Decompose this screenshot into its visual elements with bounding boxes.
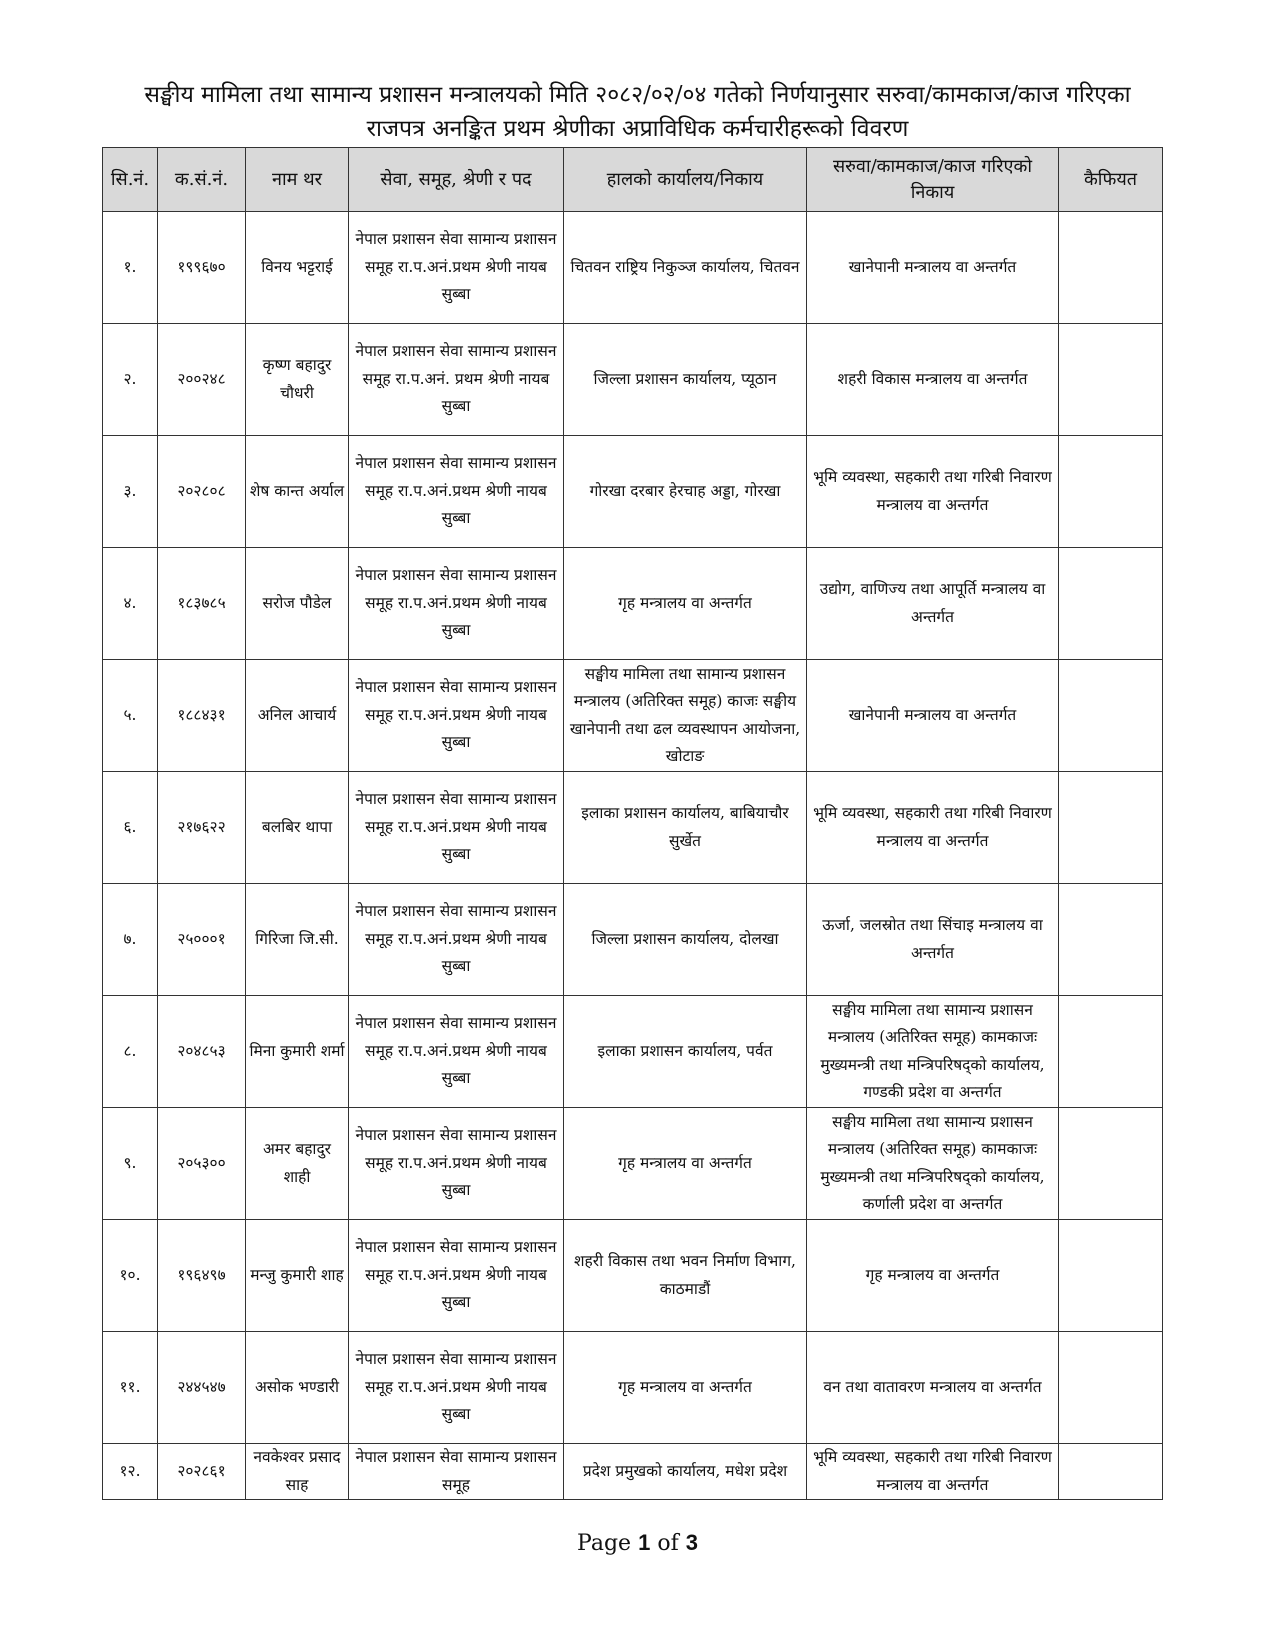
cell-ksn: २५०००१ <box>158 884 246 996</box>
cell-ksn: १९९६७० <box>158 212 246 324</box>
cell-transfer-office: वन तथा वातावरण मन्त्रालय वा अन्तर्गत <box>807 1332 1059 1444</box>
cell-service: नेपाल प्रशासन सेवा सामान्य प्रशासन समूह रा.प.अनं.प्रथम श्रेणी नायब सुब्बा <box>349 884 564 996</box>
header-transfer-office: सरुवा/कामकाज/काज गरिएको निकाय <box>807 148 1059 212</box>
cell-ksn: २१७६२२ <box>158 772 246 884</box>
cell-service: नेपाल प्रशासन सेवा सामान्य प्रशासन समूह रा.प.अनं.प्रथम श्रेणी नायब सुब्बा <box>349 772 564 884</box>
cell-service: नेपाल प्रशासन सेवा सामान्य प्रशासन समूह रा.प.अनं.प्रथम श्रेणी नायब सुब्बा <box>349 548 564 660</box>
cell-sn: ३. <box>103 436 158 548</box>
cell-transfer-office: गृह मन्त्रालय वा अन्तर्गत <box>807 1220 1059 1332</box>
cell-sn: १२. <box>103 1444 158 1500</box>
transfer-table <box>102 147 1163 1500</box>
cell-current-office: गृह मन्त्रालय वा अन्तर्गत <box>564 1108 807 1220</box>
cell-service: नेपाल प्रशासन सेवा सामान्य प्रशासन समूह रा.प.अनं.प्रथम श्रेणी नायब सुब्बा <box>349 1108 564 1220</box>
header-name: नाम थर <box>246 148 349 212</box>
cell-remarks <box>1059 1108 1163 1220</box>
cell-transfer-office: सङ्घीय मामिला तथा सामान्य प्रशासन मन्त्रालय (अतिरिक्त समूह) कामकाजः मुख्यमन्त्री तथा मन्त्रिपरिषद्को कार्यालय, गण्डकी प्रदेश वा अन्तर्गत <box>807 996 1059 1108</box>
cell-current-office: चितवन राष्ट्रिय निकुञ्ज कार्यालय, चितवन <box>564 212 807 324</box>
header-row <box>103 148 1163 212</box>
table-row <box>103 660 1163 772</box>
cell-service: नेपाल प्रशासन सेवा सामान्य प्रशासन समूह रा.प.अनं.प्रथम श्रेणी नायब सुब्बा <box>349 660 564 772</box>
cell-remarks <box>1059 1332 1163 1444</box>
cell-remarks <box>1059 1444 1163 1500</box>
cell-ksn: २०२८०८ <box>158 436 246 548</box>
cell-remarks <box>1059 324 1163 436</box>
cell-transfer-office: खानेपानी मन्त्रालय वा अन्तर्गत <box>807 660 1059 772</box>
cell-sn: ५. <box>103 660 158 772</box>
header-sn: सि.नं. <box>103 148 158 212</box>
cell-sn: १०. <box>103 1220 158 1332</box>
cell-remarks <box>1059 772 1163 884</box>
cell-remarks <box>1059 1220 1163 1332</box>
cell-name: नवकेश्वर प्रसाद साह <box>246 1444 349 1500</box>
table-row <box>103 1332 1163 1444</box>
cell-transfer-office: भूमि व्यवस्था, सहकारी तथा गरिबी निवारण मन्त्रालय वा अन्तर्गत <box>807 436 1059 548</box>
table-row <box>103 884 1163 996</box>
cell-transfer-office: खानेपानी मन्त्रालय वा अन्तर्गत <box>807 212 1059 324</box>
cell-sn: ९. <box>103 1108 158 1220</box>
cell-ksn: १९६४९७ <box>158 1220 246 1332</box>
cell-sn: ४. <box>103 548 158 660</box>
cell-remarks <box>1059 884 1163 996</box>
cell-transfer-office: भूमि व्यवस्था, सहकारी तथा गरिबी निवारण मन्त्रालय वा अन्तर्गत <box>807 772 1059 884</box>
cell-sn: ८. <box>103 996 158 1108</box>
cell-ksn: २०५३०० <box>158 1108 246 1220</box>
cell-current-office: जिल्ला प्रशासन कार्यालय, दोलखा <box>564 884 807 996</box>
cell-service: नेपाल प्रशासन सेवा सामान्य प्रशासन समूह <box>349 1444 564 1500</box>
cell-name: बलबिर थापा <box>246 772 349 884</box>
page-prefix: Page <box>577 1531 639 1556</box>
cell-name: विनय भट्टराई <box>246 212 349 324</box>
cell-current-office: शहरी विकास तथा भवन निर्माण विभाग, काठमाडौं <box>564 1220 807 1332</box>
cell-ksn: २४४५४७ <box>158 1332 246 1444</box>
cell-name: मिना कुमारी शर्मा <box>246 996 349 1108</box>
cell-name: अनिल आचार्य <box>246 660 349 772</box>
cell-service: नेपाल प्रशासन सेवा सामान्य प्रशासन समूह रा.प.अनं.प्रथम श्रेणी नायब सुब्बा <box>349 1220 564 1332</box>
cell-sn: ६. <box>103 772 158 884</box>
table-row <box>103 436 1163 548</box>
cell-remarks <box>1059 436 1163 548</box>
cell-current-office: इलाका प्रशासन कार्यालय, बाबियाचौर सुर्खेत <box>564 772 807 884</box>
cell-ksn: २०२८६१ <box>158 1444 246 1500</box>
cell-current-office: सङ्घीय मामिला तथा सामान्य प्रशासन मन्त्रालय (अतिरिक्त समूह) काजः सङ्घीय खानेपानी तथा ढल व्यवस्थापन आयोजना, खोटाङ <box>564 660 807 772</box>
cell-transfer-office: ऊर्जा, जलस्रोत तथा सिंचाइ मन्त्रालय वा अन्तर्गत <box>807 884 1059 996</box>
table-row <box>103 1444 1163 1500</box>
cell-service: नेपाल प्रशासन सेवा सामान्य प्रशासन समूह रा.प.अनं.प्रथम श्रेणी नायब सुब्बा <box>349 212 564 324</box>
table-row <box>103 772 1163 884</box>
cell-name: कृष्ण बहादुर चौधरी <box>246 324 349 436</box>
cell-ksn: २००२४८ <box>158 324 246 436</box>
cell-remarks <box>1059 660 1163 772</box>
cell-current-office: प्रदेश प्रमुखको कार्यालय, मधेश प्रदेश <box>564 1444 807 1500</box>
cell-transfer-office: सङ्घीय मामिला तथा सामान्य प्रशासन मन्त्रालय (अतिरिक्त समूह) कामकाजः मुख्यमन्त्री तथा मन्त्रिपरिषद्को कार्यालय, कर्णाली प्रदेश वा अन्तर्गत <box>807 1108 1059 1220</box>
cell-service: नेपाल प्रशासन सेवा सामान्य प्रशासन समूह रा.प.अनं. प्रथम श्रेणी नायब सुब्बा <box>349 324 564 436</box>
cell-remarks <box>1059 996 1163 1108</box>
header-service: सेवा, समूह, श्रेणी र पद <box>349 148 564 212</box>
cell-service: नेपाल प्रशासन सेवा सामान्य प्रशासन समूह रा.प.अनं.प्रथम श्रेणी नायब सुब्बा <box>349 996 564 1108</box>
page-of-label: of <box>650 1531 686 1556</box>
cell-name: शेष कान्त अर्याल <box>246 436 349 548</box>
header-remarks: कैफियत <box>1059 148 1163 212</box>
cell-sn: १. <box>103 212 158 324</box>
header-current-office: हालको कार्यालय/निकाय <box>564 148 807 212</box>
title-line-2: राजपत्र अनङ्कित प्रथम श्रेणीका अप्राविधिक कर्मचारीहरूको विवरण <box>366 116 909 142</box>
table-row <box>103 324 1163 436</box>
cell-name: सरोज पौडेल <box>246 548 349 660</box>
cell-service: नेपाल प्रशासन सेवा सामान्य प्रशासन समूह रा.प.अनं.प्रथम श्रेणी नायब सुब्बा <box>349 1332 564 1444</box>
cell-sn: ७. <box>103 884 158 996</box>
page-indicator <box>0 1530 1275 1556</box>
cell-current-office: गोरखा दरबार हेरचाह अड्डा, गोरखा <box>564 436 807 548</box>
cell-remarks <box>1059 548 1163 660</box>
cell-sn: २. <box>103 324 158 436</box>
table-row <box>103 1108 1163 1220</box>
cell-remarks <box>1059 212 1163 324</box>
cell-name: गिरिजा जि.सी. <box>246 884 349 996</box>
current-page-number: 1 <box>638 1530 651 1555</box>
cell-name: मन्जु कुमारी शाह <box>246 1220 349 1332</box>
table-row <box>103 996 1163 1108</box>
cell-ksn: २०४८५३ <box>158 996 246 1108</box>
total-page-number: 3 <box>685 1530 698 1555</box>
title-line-1: सङ्घीय मामिला तथा सामान्य प्रशासन मन्त्रालयको मिति २०८२/०२/०४ गतेको निर्णयानुसार सरुवा/कामकाज/काज गरिएका <box>144 82 1131 108</box>
document-title <box>60 78 1215 146</box>
table-row <box>103 1220 1163 1332</box>
cell-current-office: जिल्ला प्रशासन कार्यालय, प्यूठान <box>564 324 807 436</box>
cell-transfer-office: उद्योग, वाणिज्य तथा आपूर्ति मन्त्रालय वा अन्तर्गत <box>807 548 1059 660</box>
cell-service: नेपाल प्रशासन सेवा सामान्य प्रशासन समूह रा.प.अनं.प्रथम श्रेणी नायब सुब्बा <box>349 436 564 548</box>
table-row <box>103 212 1163 324</box>
cell-current-office: इलाका प्रशासन कार्यालय, पर्वत <box>564 996 807 1108</box>
cell-current-office: गृह मन्त्रालय वा अन्तर्गत <box>564 548 807 660</box>
cell-transfer-office: शहरी विकास मन्त्रालय वा अन्तर्गत <box>807 324 1059 436</box>
cell-name: अमर बहादुर शाही <box>246 1108 349 1220</box>
table-row <box>103 548 1163 660</box>
cell-name: असोक भण्डारी <box>246 1332 349 1444</box>
cell-current-office: गृह मन्त्रालय वा अन्तर्गत <box>564 1332 807 1444</box>
cell-sn: ११. <box>103 1332 158 1444</box>
cell-ksn: १८८४३१ <box>158 660 246 772</box>
cell-transfer-office: भूमि व्यवस्था, सहकारी तथा गरिबी निवारण मन्त्रालय वा अन्तर्गत <box>807 1444 1059 1500</box>
cell-ksn: १८३७८५ <box>158 548 246 660</box>
header-ksn: क.सं.नं. <box>158 148 246 212</box>
